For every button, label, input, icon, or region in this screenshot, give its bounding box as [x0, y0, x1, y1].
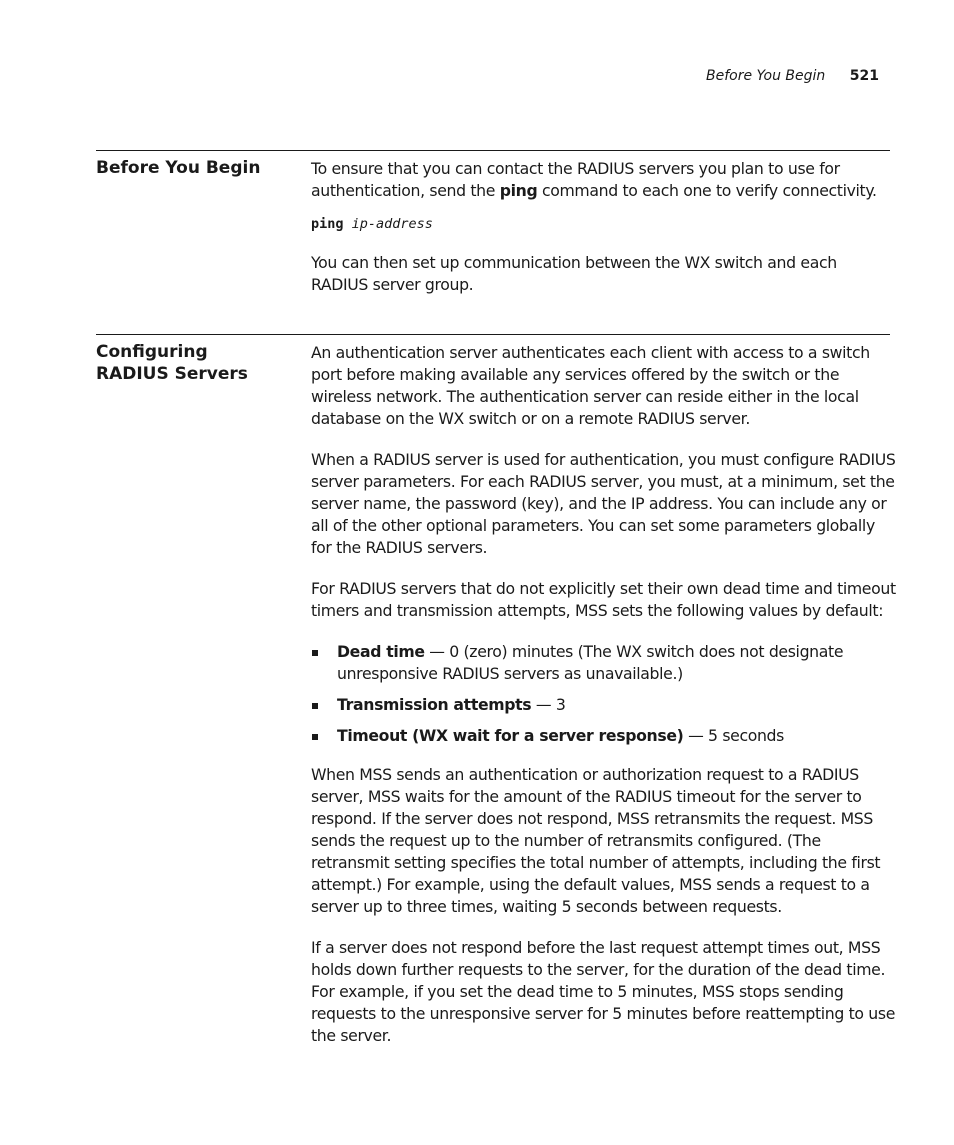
heading-line: RADIUS Servers: [96, 364, 248, 384]
paragraph: When a RADIUS server is used for authentication, you must configure RADIUS server parameters. For each RADIUS server, you must, at a minimum, set the server name, the password (key), and the IP address. You can include any or all of the other optional parameters. You can set some parameters globally for the RADIUS servers.: [311, 450, 896, 557]
paragraph-text: To ensure that you can contact the RADIUS servers you plan to use for authentication, send the: [311, 159, 840, 200]
running-header: [706, 67, 879, 85]
bullet-square-icon: [312, 703, 318, 709]
paragraph: For RADIUS servers that do not explicitly set their own dead time and timeout timers and transmission attempts, MSS sets the following values by default:: [311, 579, 896, 620]
list-item: [311, 641, 896, 685]
page-number: 521: [849, 68, 879, 84]
paragraph: An authentication server authenticates each client with access to a switch port before making available any services offered by the switch or the wireless network. The authentication server can reside either in the local database on the WX switch or on a remote RADIUS server.: [311, 343, 870, 428]
section-divider: [96, 334, 890, 335]
default-values-list: [311, 641, 896, 747]
command-argument: ip-address: [351, 216, 433, 232]
list-item-term: Dead time: [337, 642, 425, 661]
list-item-term: Timeout (WX wait for a server response): [337, 726, 684, 745]
section-body-before-you-begin: [311, 158, 896, 315]
paragraph: When MSS sends an authentication or authorization request to a RADIUS server, MSS waits for the amount of the RADIUS timeout for the server to respond. If the server does not respond, MSS retransmits the request. MSS sends the request up to the number of retransmits configured. (The retransmit setting specifies the total number of attempts, including the first attempt.) For example, using the default values, MSS sends a request to a server up to three times, waiting 5 seconds between requests.: [311, 765, 881, 916]
paragraph: If a server does not respond before the last request attempt times out, MSS holds down further requests to the server, for the duration of the dead time. For example, if you set the dead time to 5 minutes, MSS stops sending requests to the unresponsive server for 5 minutes before reattempting to use the server.: [311, 938, 896, 1045]
list-item: [311, 725, 896, 747]
paragraph-text: command to each one to verify connectivity.: [537, 181, 877, 200]
list-item-text: — 3: [531, 695, 566, 714]
paragraph: You can then set up communication between the WX switch and each RADIUS server group.: [311, 253, 837, 294]
list-item-text: — 5 seconds: [683, 726, 784, 745]
paragraph: [311, 158, 896, 202]
section-body-configuring-radius: [311, 342, 896, 1066]
command-syntax: [311, 213, 896, 235]
list-item: [311, 694, 896, 716]
section-divider: [96, 150, 890, 151]
bullet-square-icon: [312, 650, 318, 656]
bullet-square-icon: [312, 734, 318, 740]
list-item-term: Transmission attempts: [337, 695, 532, 714]
running-header-title: Before You Begin: [706, 68, 826, 84]
inline-command: ping: [499, 181, 538, 200]
heading-line: Configuring: [96, 342, 208, 362]
command-keyword: ping: [311, 216, 344, 232]
section-heading-before-you-begin: Before You Begin: [96, 158, 261, 178]
section-heading-configuring-radius: [96, 341, 296, 385]
list-item-text: — 0 (zero) minutes (The WX switch does not designate unresponsive RADIUS servers as unavailable.): [337, 642, 844, 683]
